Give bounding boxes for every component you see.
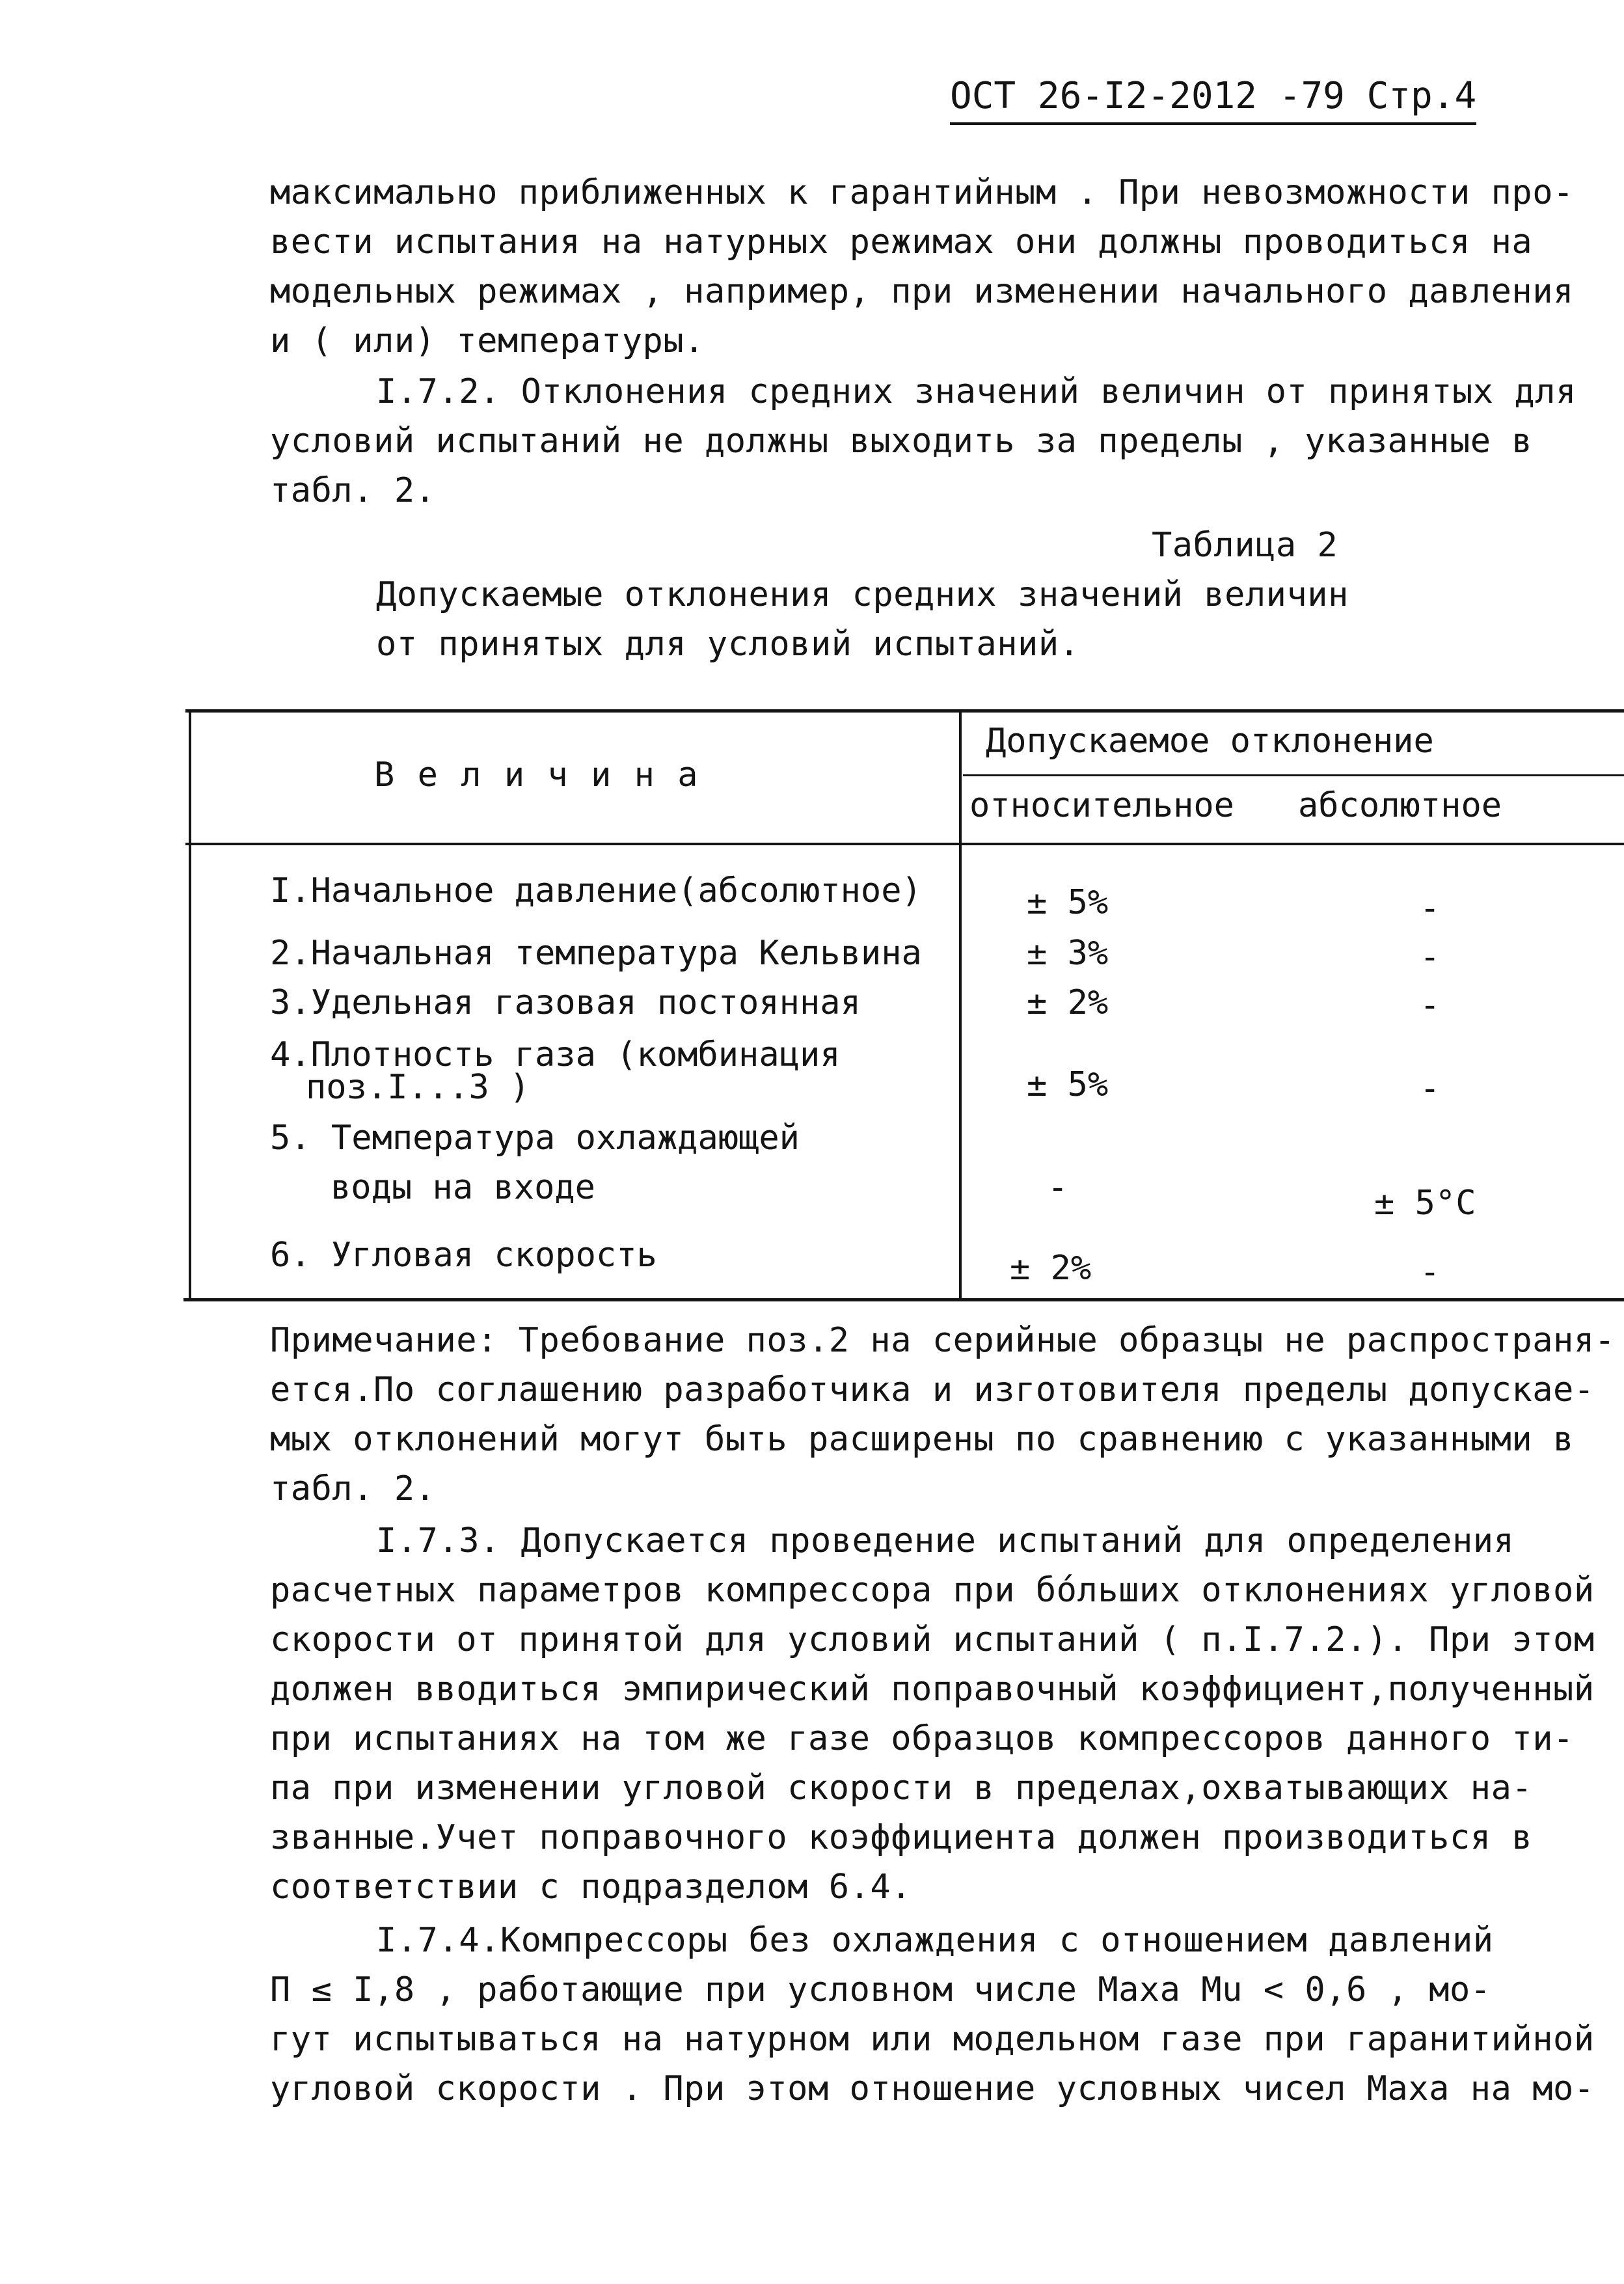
text-line: расчетных параметров компрессора при бóльших отклонениях угловой bbox=[270, 1571, 1595, 1610]
table-column-rule bbox=[959, 711, 962, 1300]
text-line: Примечание: Требование поз.2 на серийные образцы не распространя- bbox=[270, 1321, 1616, 1360]
text-line: при испытаниях на том же газе образцов компрессоров данного ти- bbox=[270, 1719, 1574, 1758]
table-subheader-rule bbox=[963, 774, 1624, 776]
header-deviation: Допускаемое отклонение bbox=[986, 722, 1434, 761]
table-title: от принятых для условий испытаний. bbox=[376, 625, 1080, 664]
row-relative: - bbox=[1048, 1168, 1068, 1207]
text-line: званные.Учет поправочного коэффициента должен производиться в bbox=[270, 1818, 1533, 1857]
text-line: должен вводиться эмпирический поправочный коэффициент,полученный bbox=[270, 1670, 1595, 1709]
row-name: воды на входе bbox=[331, 1168, 595, 1207]
header-absolute: абсолютное bbox=[1298, 786, 1502, 825]
row-absolute: - bbox=[1420, 889, 1441, 928]
page-header: ОСТ 26-I2-2012 -79 Стр.4 bbox=[950, 72, 1476, 125]
table-header-rule bbox=[185, 843, 1624, 845]
text-line: па при изменении угловой скорости в пределах,охватывающих на- bbox=[270, 1769, 1533, 1808]
text-line: условий испытаний не должны выходить за пределы , указанные в bbox=[270, 422, 1533, 461]
text-line: соответствии с подразделом 6.4. bbox=[270, 1868, 912, 1907]
row-relative: ± 2% bbox=[1010, 1249, 1092, 1288]
row-name: 2.Начальная температура Кельвина bbox=[270, 934, 922, 973]
text-line: I.7.4.Компрессоры без охлаждения с отношением давлений bbox=[376, 1921, 1494, 1960]
row-relative: ± 5% bbox=[1027, 1065, 1109, 1104]
table-left-rule bbox=[189, 711, 191, 1300]
table-bottom-rule bbox=[183, 1298, 1624, 1301]
row-relative: ± 2% bbox=[1027, 983, 1109, 1022]
row-relative: ± 3% bbox=[1027, 934, 1109, 973]
header-quantity: В е л и ч и н а bbox=[374, 755, 699, 795]
table-label: Таблица 2 bbox=[1152, 526, 1338, 565]
table-title: Допускаемые отклонения средних значений величин bbox=[376, 575, 1349, 614]
text-line: модельных режимах , например, при изменении начального давления bbox=[270, 272, 1574, 311]
text-line: I.7.2. Отклонения средних значений величин от принятых для bbox=[376, 372, 1577, 411]
text-line: П ≤ I,8 , работающие при условном числе Маха Mu < 0,6 , мо- bbox=[270, 1970, 1491, 2009]
text-line: гут испытываться на натурном или модельном газе при гаранитийной bbox=[270, 2020, 1595, 2059]
text-line: табл. 2. bbox=[270, 471, 436, 510]
text-line: I.7.3. Допускается проведение испытаний для определения bbox=[376, 1521, 1515, 1560]
row-relative: ± 5% bbox=[1027, 883, 1109, 922]
text-line: вести испытания на натурных режимах они должны проводиться на bbox=[270, 223, 1533, 262]
row-name: 3.Удельная газовая постоянная bbox=[270, 983, 861, 1022]
header-relative: относительное bbox=[969, 786, 1234, 825]
row-name: 5. Температура охлаждающей bbox=[270, 1119, 800, 1158]
text-line: табл. 2. bbox=[270, 1469, 436, 1508]
row-absolute: - bbox=[1420, 1069, 1441, 1108]
row-absolute: ± 5°С bbox=[1374, 1184, 1476, 1223]
text-line: скорости от принятой для условий испытаний ( п.I.7.2.). При этом bbox=[270, 1620, 1595, 1659]
row-name: 4.Плотность газа (комбинация bbox=[270, 1035, 841, 1074]
row-name: I.Начальное давление(абсолютное) bbox=[270, 871, 922, 910]
table-top-rule bbox=[185, 709, 1624, 713]
text-line: мых отклонений могут быть расширены по сравнению с указанными в bbox=[270, 1420, 1574, 1459]
text-line: максимально приближенных к гарантийным . При невозможности про- bbox=[270, 173, 1574, 212]
text-line: ется.По соглашению разработчика и изготовителя пределы допускае- bbox=[270, 1370, 1595, 1409]
row-name: поз.I...3 ) bbox=[306, 1068, 530, 1107]
text-line: угловой скорости . При этом отношение условных чисел Маха на мо- bbox=[270, 2069, 1595, 2108]
row-absolute: - bbox=[1420, 938, 1441, 977]
text-line: и ( или) температуры. bbox=[270, 321, 705, 360]
row-absolute: - bbox=[1420, 1253, 1441, 1292]
row-absolute: - bbox=[1420, 986, 1441, 1025]
row-name: 6. Угловая скорость bbox=[270, 1236, 657, 1275]
